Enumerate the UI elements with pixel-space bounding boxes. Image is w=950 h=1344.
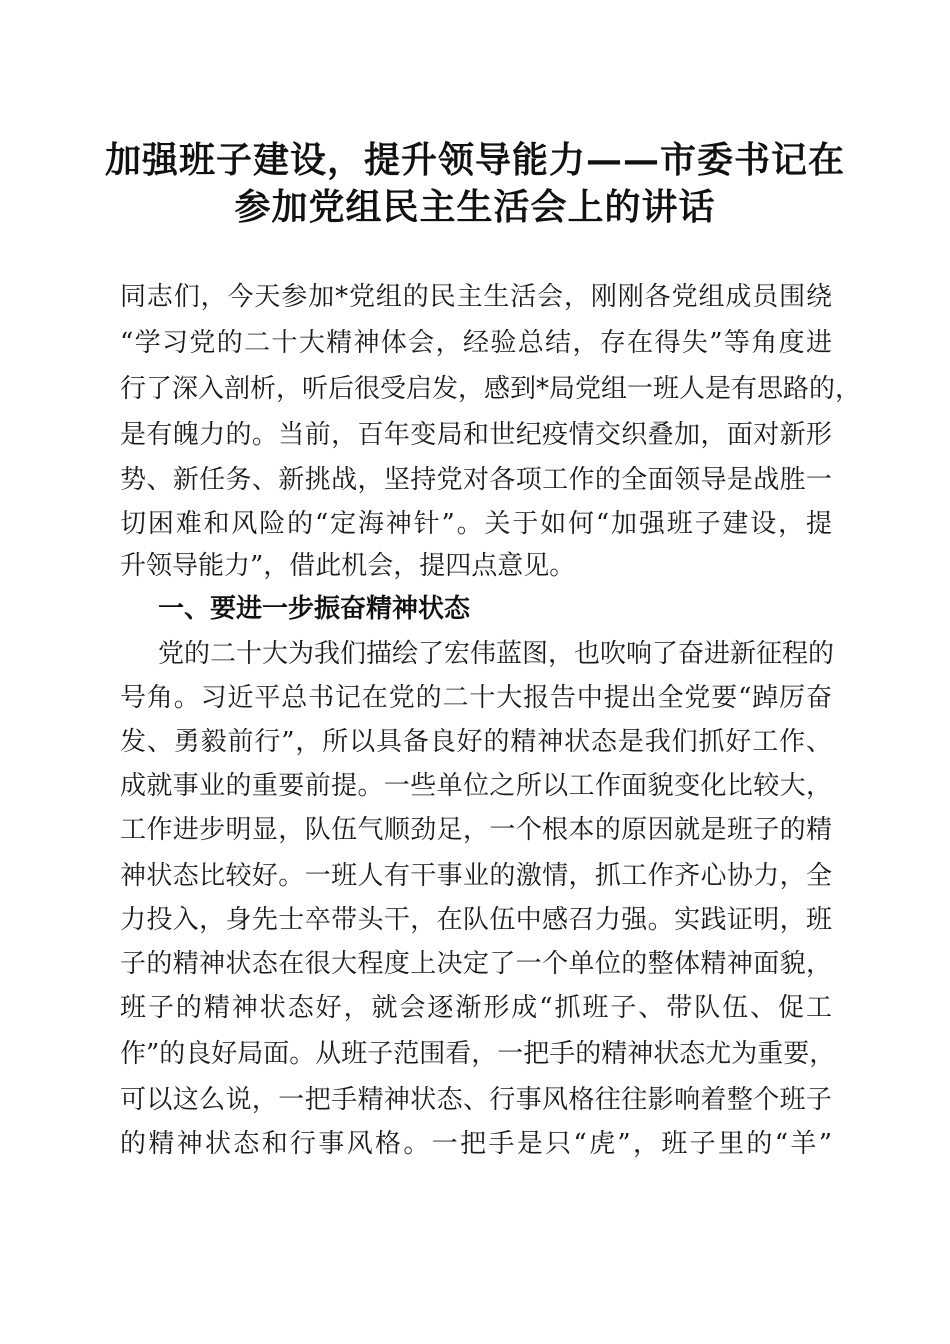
paragraph-line: 的精神状态和行事风格。一把手是只“虎”，班子里的“羊” [120, 1129, 832, 1159]
paragraph-line: 同志们，今天参加*党组的民主生活会，刚刚各党组成员围绕 [120, 282, 832, 312]
paragraph-line: 党的二十大为我们描绘了宏伟蓝图，也吹响了奋进新征程的 [158, 639, 835, 669]
paragraph-line: 成就事业的重要前提。一些单位之所以工作面貌变化比较大， [120, 771, 832, 801]
paragraph-line: “学习党的二十大精神体会，经验总结，存在得失”等角度进 [120, 328, 832, 358]
paragraph-line: 升领导能力”，借此机会，提四点意见。 [120, 551, 576, 581]
paragraph-line: 势、新任务、新挑战，坚持党对各项工作的全面领导是战胜一 [120, 465, 832, 495]
document-title-line-2: 参加党组民主生活会上的讲话 [234, 186, 716, 228]
section-heading: 一、要进一步振奋精神状态 [158, 594, 471, 624]
paragraph-line: 子的精神状态在很大程度上决定了一个单位的整体精神面貌， [120, 949, 832, 979]
paragraph-line: 工作进步明显，队伍气顺劲足，一个根本的原因就是班子的精 [120, 815, 832, 845]
paragraph-line: 发、勇毅前行”，所以具备良好的精神状态是我们抓好工作、 [120, 727, 832, 757]
paragraph-line: 是有魄力的。当前，百年变局和世纪疫情交织叠加，面对新形 [120, 420, 832, 450]
paragraph-line: 神状态比较好。一班人有干事业的激情，抓工作齐心协力，全 [120, 861, 832, 891]
paragraph-line: 行了深入剖析，听后很受启发，感到*局党组一班人是有思路的， [120, 374, 862, 404]
paragraph-line: 作”的良好局面。从班子范围看，一把手的精神状态尤为重要， [120, 1039, 836, 1069]
document-title-line-1: 加强班子建设，提升领导能力——市委书记在 [104, 139, 845, 181]
paragraph-line: 可以这么说，一把手精神状态、行事风格往往影响着整个班子 [120, 1085, 832, 1115]
paragraph-line: 号角。习近平总书记在党的二十大报告中提出全党要“踔厉奋 [120, 683, 832, 713]
paragraph-line: 力投入，身先士卒带头干，在队伍中感召力强。实践证明，班 [120, 905, 832, 935]
paragraph-line: 班子的精神状态好，就会逐渐形成“抓班子、带队伍、促工 [120, 993, 832, 1023]
paragraph-line: 切困难和风险的“定海神针”。关于如何“加强班子建设，提 [120, 509, 832, 539]
